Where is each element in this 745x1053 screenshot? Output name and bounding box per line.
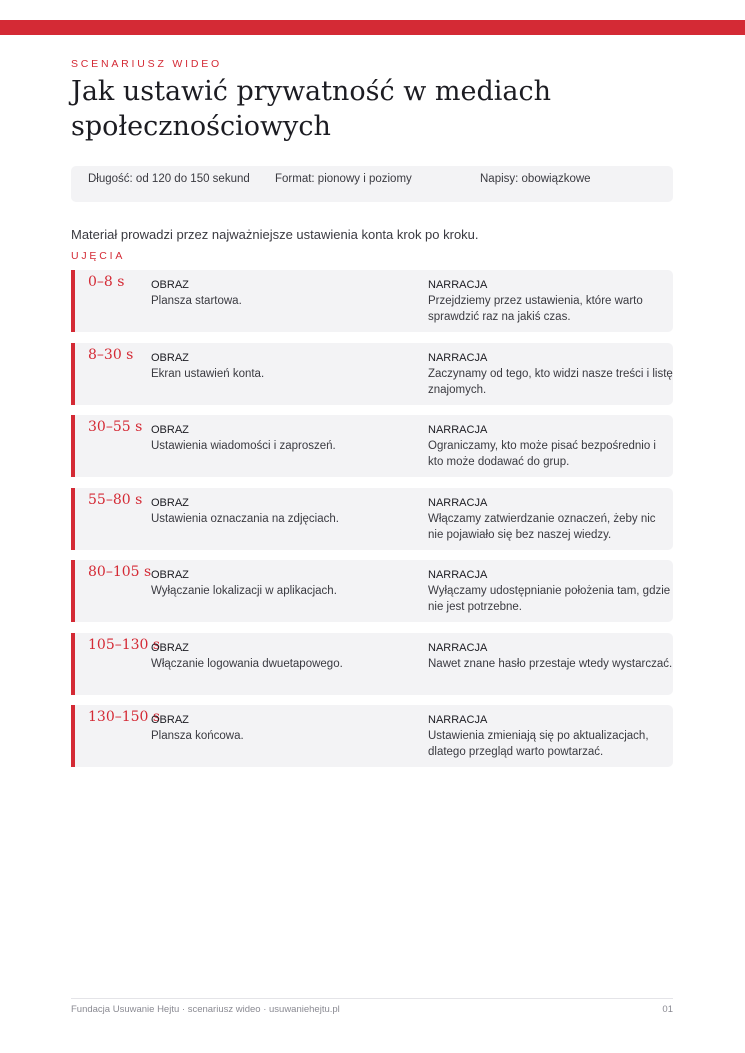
image-description: Ustawienia oznaczania na zdjęciach.: [151, 512, 339, 525]
image-description: Wyłączanie lokalizacji w aplikacjach.: [151, 585, 337, 597]
footer-divider: [71, 998, 673, 999]
shot-narration-column: [428, 640, 674, 672]
narration-label: NARRACJA: [428, 641, 488, 654]
shot-card: [71, 415, 673, 477]
shot-image-column: [151, 350, 411, 382]
shot-image-column: [151, 422, 411, 454]
shot-image-column: [151, 567, 411, 599]
image-label: OBRAZ: [151, 351, 189, 364]
image-label: OBRAZ: [151, 641, 189, 654]
image-description: Ekran ustawień konta.: [151, 367, 265, 380]
shot-image-column: [151, 277, 411, 309]
shot-time: 80–105 s: [88, 564, 152, 580]
shot-card: [71, 560, 673, 622]
shot-card: [71, 633, 673, 695]
narration-text: Włączamy zatwierdzanie oznaczeń, żeby nic nie pojawiało się bez naszej wiedzy.: [428, 512, 656, 541]
narration-text: Zaczynamy od tego, kto widzi nasze treści i listę znajomych.: [428, 367, 673, 396]
image-label: OBRAZ: [151, 714, 189, 726]
shot-card: [71, 343, 673, 405]
shot-image-column: [151, 640, 411, 672]
narration-label: NARRACJA: [428, 496, 488, 509]
meta-format: Format: pionowy i poziomy: [275, 173, 412, 185]
narration-label: NARRACJA: [428, 279, 488, 291]
shot-time: 30–55 s: [88, 419, 143, 435]
shot-image-column: [151, 712, 411, 744]
page-title: Jak ustawić prywatność w mediach społecznościowych: [71, 76, 552, 142]
narration-label: NARRACJA: [428, 424, 488, 436]
meta-captions: Napisy: obowiązkowe: [480, 173, 591, 185]
image-description: Plansza startowa.: [151, 295, 242, 307]
shots-section-label: UJĘCIA: [71, 250, 126, 262]
image-label: OBRAZ: [151, 569, 189, 581]
narration-text: Ustawienia zmieniają się po aktualizacjach, dlatego przegląd warto powtarzać.: [428, 730, 649, 758]
shot-time: 130–150 s: [88, 709, 161, 725]
shot-narration-column: [428, 350, 674, 398]
shot-narration-column: [428, 277, 674, 325]
shot-narration-column: [428, 567, 674, 615]
narration-text: Przejdziemy przez ustawienia, które warto sprawdzić raz na jakiś czas.: [428, 295, 643, 323]
footer-text: Fundacja Usuwanie Hejtu · scenariusz wideo · usuwaniehejtu.pl: [71, 1004, 340, 1015]
narration-label: NARRACJA: [428, 714, 488, 726]
narration-text: Wyłączamy udostępnianie położenia tam, gdzie nie jest potrzebne.: [428, 585, 671, 613]
narration-text: Nawet znane hasło przestaje wtedy wystarczać.: [428, 657, 673, 670]
shot-narration-column: [428, 422, 674, 470]
top-accent-bar: [0, 20, 745, 35]
image-description: Ustawienia wiadomości i zaproszeń.: [151, 440, 336, 452]
image-label: OBRAZ: [151, 279, 189, 291]
shots-list: [71, 270, 673, 778]
page-number: 01: [662, 1004, 673, 1015]
meta-duration: Długość: od 120 do 150 sekund: [88, 173, 250, 185]
narration-label: NARRACJA: [428, 569, 488, 581]
image-label: OBRAZ: [151, 496, 189, 509]
image-description: Włączanie logowania dwuetapowego.: [151, 657, 343, 670]
image-description: Plansza końcowa.: [151, 730, 244, 742]
shot-time: 105–130 s: [88, 636, 161, 653]
image-label: OBRAZ: [151, 424, 189, 436]
shot-narration-column: [428, 712, 674, 760]
meta-box: [71, 166, 673, 202]
intro-text: Materiał prowadzi przez najważniejsze ustawienia konta krok po kroku.: [71, 227, 479, 242]
document-kicker: SCENARIUSZ WIDEO: [71, 58, 222, 70]
shot-time: 55–80 s: [88, 491, 143, 508]
shot-narration-column: [428, 495, 674, 543]
narration-text: Ograniczamy, kto może pisać bezpośrednio i kto może dodawać do grup.: [428, 440, 656, 468]
shot-card: [71, 488, 673, 550]
shot-card: [71, 705, 673, 767]
shot-time: 0–8 s: [88, 274, 125, 290]
shot-image-column: [151, 495, 411, 527]
shot-card: [71, 270, 673, 332]
shot-time: 8–30 s: [88, 346, 134, 363]
narration-label: NARRACJA: [428, 351, 488, 364]
